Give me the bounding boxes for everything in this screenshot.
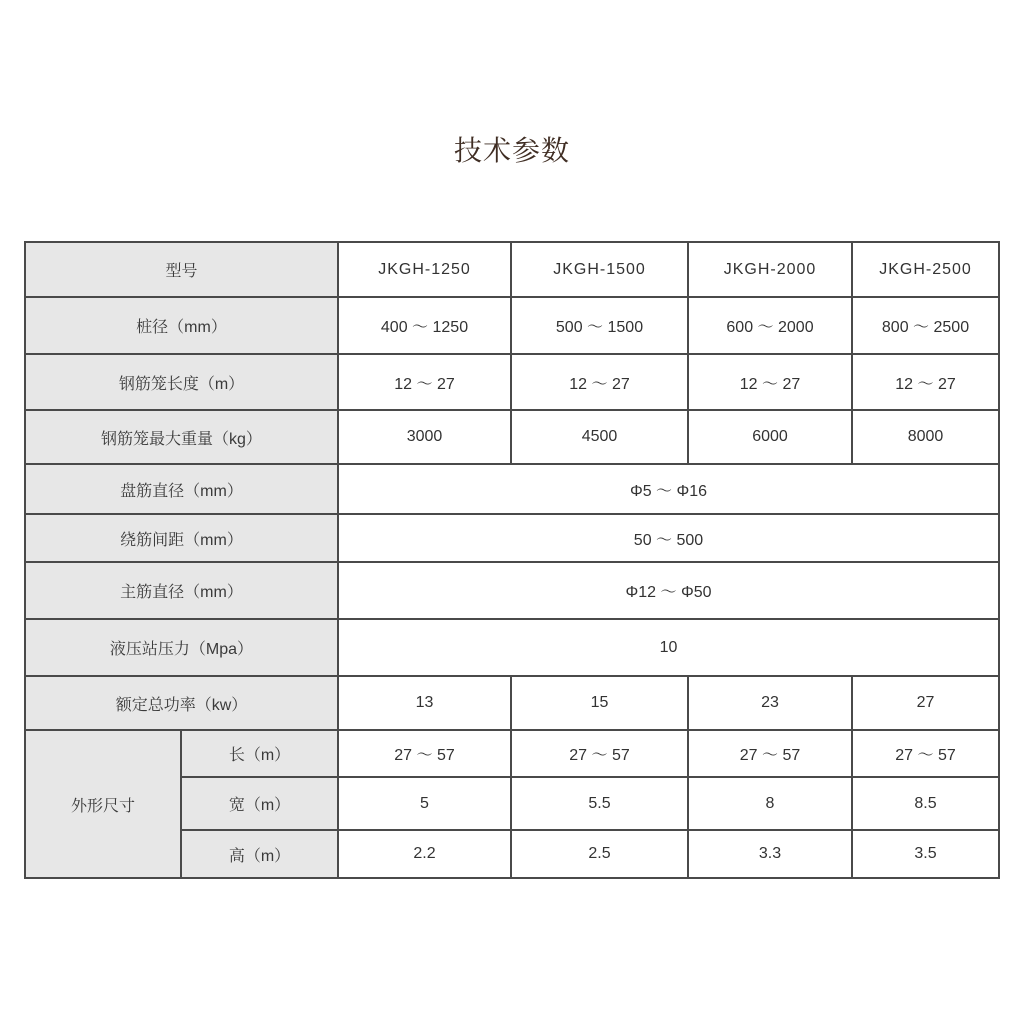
dims-sub-label-cell: 宽（m） [181, 777, 338, 830]
table-row [25, 354, 999, 410]
value-cell: 27 [852, 676, 999, 730]
value-cell: 2.2 [338, 830, 511, 878]
span-value-cell: Φ5 ～ Φ16 [338, 464, 999, 514]
value-cell: 500 ～ 1500 [511, 297, 688, 354]
value-cell: 8 [688, 777, 852, 830]
value-cell: 6000 [688, 410, 852, 464]
table-row [25, 297, 999, 354]
dims-sub-label-cell: 长（m） [181, 730, 338, 777]
value-cell: 8000 [852, 410, 999, 464]
value-cell: 3000 [338, 410, 511, 464]
row-label-cell: 桩径（mm） [25, 297, 338, 354]
dims-group-label-cell: 外形尺寸 [25, 730, 181, 878]
dims-sub-label-cell: 高（m） [181, 830, 338, 878]
value-cell: 23 [688, 676, 852, 730]
row-label-cell: 型号 [25, 242, 338, 297]
row-label-cell: 钢筋笼长度（m） [25, 354, 338, 410]
table-row [25, 619, 999, 676]
table-row [25, 562, 999, 619]
span-value-cell: 10 [338, 619, 999, 676]
table-row [25, 676, 999, 730]
row-label-cell: 液压站压力（Mpa） [25, 619, 338, 676]
value-cell: 27 ～ 57 [852, 730, 999, 777]
value-cell: 3.5 [852, 830, 999, 878]
row-label-cell: 钢筋笼最大重量（kg） [25, 410, 338, 464]
value-cell: 13 [338, 676, 511, 730]
value-cell: 2.5 [511, 830, 688, 878]
table-row [25, 514, 999, 562]
value-cell: 4500 [511, 410, 688, 464]
value-cell: 15 [511, 676, 688, 730]
value-cell: 5.5 [511, 777, 688, 830]
span-value-cell: Φ12 ～ Φ50 [338, 562, 999, 619]
value-cell: 12 ～ 27 [688, 354, 852, 410]
spec-table [24, 241, 1000, 879]
value-cell: 12 ～ 27 [511, 354, 688, 410]
value-cell: 8.5 [852, 777, 999, 830]
table-row [25, 242, 999, 297]
value-cell: 27 ～ 57 [511, 730, 688, 777]
value-cell: 27 ～ 57 [688, 730, 852, 777]
value-cell: 12 ～ 27 [852, 354, 999, 410]
table-row [25, 730, 999, 777]
model-name-cell: JKGH-2500 [852, 242, 999, 297]
row-label-cell: 额定总功率（kw） [25, 676, 338, 730]
page-title: 技术参数 [453, 135, 570, 166]
value-cell: 400 ～ 1250 [338, 297, 511, 354]
model-name-cell: JKGH-2000 [688, 242, 852, 297]
value-cell: 3.3 [688, 830, 852, 878]
row-label-cell: 绕筋间距（mm） [25, 514, 338, 562]
value-cell: 27 ～ 57 [338, 730, 511, 777]
row-label-cell: 盘筋直径（mm） [25, 464, 338, 514]
value-cell: 800 ～ 2500 [852, 297, 999, 354]
value-cell: 5 [338, 777, 511, 830]
row-label-cell: 主筋直径（mm） [25, 562, 338, 619]
value-cell: 600 ～ 2000 [688, 297, 852, 354]
model-name-cell: JKGH-1250 [338, 242, 511, 297]
value-cell: 12 ～ 27 [338, 354, 511, 410]
table-row [25, 410, 999, 464]
model-name-cell: JKGH-1500 [511, 242, 688, 297]
span-value-cell: 50 ～ 500 [338, 514, 999, 562]
table-row [25, 464, 999, 514]
